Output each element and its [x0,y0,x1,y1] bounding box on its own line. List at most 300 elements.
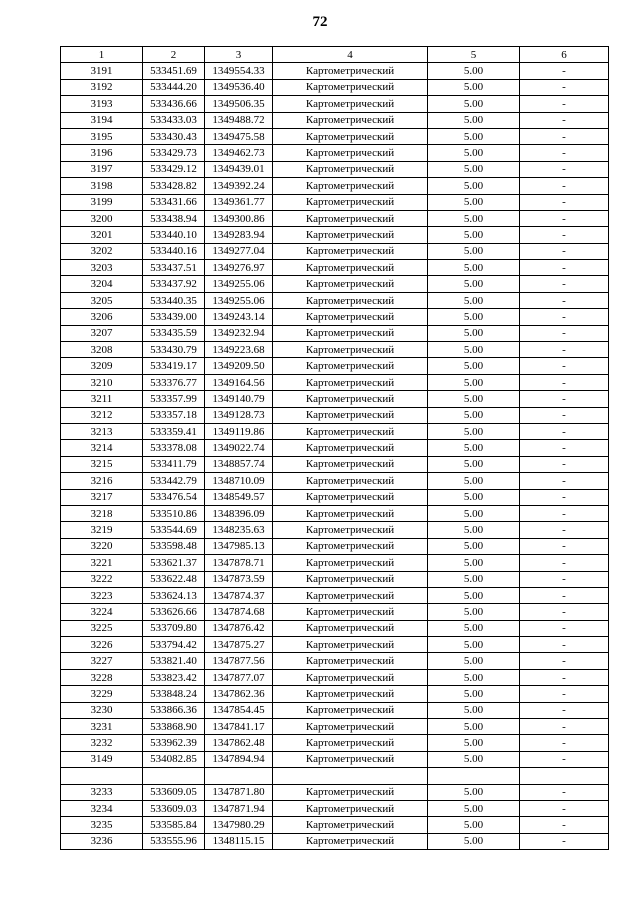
method-cell: Картометрический [273,407,428,423]
method-cell: Картометрический [273,391,428,407]
y-coordinate-cell: 1348549.57 [205,489,273,505]
table-row [61,686,609,702]
note-cell: - [520,292,609,308]
column-header: 4 [273,47,428,63]
accuracy-cell: 5.00 [428,637,520,653]
accuracy-cell: 5.00 [428,587,520,603]
method-cell: Картометрический [273,489,428,505]
table-body [61,63,609,850]
method-cell: Картометрический [273,538,428,554]
note-cell: - [520,653,609,669]
y-coordinate-cell: 1349554.33 [205,63,273,79]
point-number-cell: 3224 [61,604,143,620]
x-coordinate-cell: 533440.10 [143,227,205,243]
accuracy-cell: 5.00 [428,210,520,226]
accuracy-cell: 5.00 [428,276,520,292]
x-coordinate-cell: 533431.66 [143,194,205,210]
table-row [61,637,609,653]
method-cell: Картометрический [273,112,428,128]
method-cell: Картометрический [273,309,428,325]
x-coordinate-cell: 533411.79 [143,456,205,472]
point-number-cell: 3199 [61,194,143,210]
y-coordinate-cell: 1347877.07 [205,669,273,685]
table-row [61,587,609,603]
y-coordinate-cell: 1349022.74 [205,440,273,456]
point-number-cell: 3228 [61,669,143,685]
x-coordinate-cell: 533544.69 [143,522,205,538]
method-cell: Картометрический [273,555,428,571]
accuracy-cell: 5.00 [428,423,520,439]
note-cell: - [520,423,609,439]
x-coordinate-cell: 533433.03 [143,112,205,128]
point-number-cell: 3194 [61,112,143,128]
accuracy-cell: 5.00 [428,800,520,816]
x-coordinate-cell: 533962.39 [143,735,205,751]
y-coordinate-cell: 1347874.37 [205,587,273,603]
note-cell: - [520,817,609,833]
table-row [61,456,609,472]
accuracy-cell: 5.00 [428,79,520,95]
method-cell: Картометрический [273,227,428,243]
point-number-cell: 3221 [61,555,143,571]
point-number-cell: 3203 [61,260,143,276]
point-number-cell: 3213 [61,423,143,439]
x-coordinate-cell: 533709.80 [143,620,205,636]
point-number-cell: 3225 [61,620,143,636]
x-coordinate-cell: 533794.42 [143,637,205,653]
table-row [61,96,609,112]
y-coordinate-cell: 1348115.15 [205,833,273,849]
y-coordinate-cell: 1349128.73 [205,407,273,423]
point-number-cell [61,768,143,784]
y-coordinate-cell: 1349243.14 [205,309,273,325]
point-number-cell: 3197 [61,161,143,177]
point-number-cell: 3205 [61,292,143,308]
x-coordinate-cell: 533555.96 [143,833,205,849]
x-coordinate-cell: 533598.48 [143,538,205,554]
accuracy-cell: 5.00 [428,292,520,308]
point-number-cell: 3218 [61,505,143,521]
method-cell: Картометрический [273,178,428,194]
point-number-cell: 3149 [61,751,143,767]
note-cell: - [520,96,609,112]
point-number-cell: 3193 [61,96,143,112]
method-cell: Картометрический [273,637,428,653]
note-cell: - [520,719,609,735]
method-cell: Картометрический [273,719,428,735]
table-row [61,391,609,407]
point-number-cell: 3231 [61,719,143,735]
table-row [61,768,609,784]
method-cell: Картометрический [273,456,428,472]
method-cell: Картометрический [273,374,428,390]
note-cell: - [520,702,609,718]
table-row [61,260,609,276]
accuracy-cell: 5.00 [428,342,520,358]
method-cell: Картометрический [273,833,428,849]
note-cell: - [520,735,609,751]
accuracy-cell: 5.00 [428,440,520,456]
point-number-cell: 3217 [61,489,143,505]
accuracy-cell: 5.00 [428,243,520,259]
x-coordinate-cell: 533866.36 [143,702,205,718]
x-coordinate-cell: 534082.85 [143,751,205,767]
y-coordinate-cell: 1347862.48 [205,735,273,751]
x-coordinate-cell: 533442.79 [143,473,205,489]
x-coordinate-cell: 533437.51 [143,260,205,276]
note-cell: - [520,669,609,685]
note-cell: - [520,210,609,226]
method-cell: Картометрический [273,342,428,358]
accuracy-cell: 5.00 [428,702,520,718]
method-cell: Картометрический [273,473,428,489]
note-cell: - [520,79,609,95]
method-cell: Картометрический [273,358,428,374]
point-number-cell: 3192 [61,79,143,95]
point-number-cell: 3208 [61,342,143,358]
table-row [61,423,609,439]
column-header: 1 [61,47,143,63]
note-cell: - [520,833,609,849]
x-coordinate-cell: 533476.54 [143,489,205,505]
note-cell: - [520,243,609,259]
y-coordinate-cell: 1349164.56 [205,374,273,390]
table-row [61,555,609,571]
y-coordinate-cell: 1349361.77 [205,194,273,210]
y-coordinate-cell: 1347871.80 [205,784,273,800]
note-cell: - [520,800,609,816]
point-number-cell: 3198 [61,178,143,194]
x-coordinate-cell: 533848.24 [143,686,205,702]
method-cell: Картометрический [273,440,428,456]
note-cell: - [520,571,609,587]
note-cell: - [520,505,609,521]
x-coordinate-cell: 533444.20 [143,79,205,95]
table-row [61,833,609,849]
table-row [61,784,609,800]
method-cell: Картометрический [273,735,428,751]
table-row [61,309,609,325]
y-coordinate-cell: 1347894.94 [205,751,273,767]
y-coordinate-cell: 1349255.06 [205,276,273,292]
method-cell: Картометрический [273,653,428,669]
table-row [61,604,609,620]
table-row [61,178,609,194]
point-number-cell: 3223 [61,587,143,603]
x-coordinate-cell: 533823.42 [143,669,205,685]
note-cell: - [520,489,609,505]
x-coordinate-cell: 533376.77 [143,374,205,390]
point-number-cell: 3204 [61,276,143,292]
y-coordinate-cell: 1347980.29 [205,817,273,833]
point-number-cell: 3234 [61,800,143,816]
table-row [61,522,609,538]
x-coordinate-cell: 533429.12 [143,161,205,177]
method-cell: Картометрический [273,161,428,177]
column-header: 2 [143,47,205,63]
accuracy-cell: 5.00 [428,358,520,374]
point-number-cell: 3202 [61,243,143,259]
x-coordinate-cell: 533624.13 [143,587,205,603]
note-cell: - [520,637,609,653]
y-coordinate-cell: 1347873.59 [205,571,273,587]
point-number-cell: 3200 [61,210,143,226]
x-coordinate-cell: 533451.69 [143,63,205,79]
method-cell: Картометрический [273,292,428,308]
table-row [61,112,609,128]
table-row [61,374,609,390]
method-cell: Картометрический [273,260,428,276]
method-cell: Картометрический [273,751,428,767]
note-cell: - [520,194,609,210]
method-cell: Картометрический [273,587,428,603]
table-row [61,538,609,554]
x-coordinate-cell: 533359.41 [143,423,205,439]
x-coordinate-cell: 533435.59 [143,325,205,341]
table-row [61,292,609,308]
note-cell: - [520,309,609,325]
x-coordinate-cell: 533510.86 [143,505,205,521]
column-header: 3 [205,47,273,63]
y-coordinate-cell: 1349276.97 [205,260,273,276]
x-coordinate-cell: 533436.66 [143,96,205,112]
y-coordinate-cell: 1348396.09 [205,505,273,521]
y-coordinate-cell: 1347876.42 [205,620,273,636]
point-number-cell: 3232 [61,735,143,751]
table-row [61,145,609,161]
y-coordinate-cell: 1347874.68 [205,604,273,620]
y-coordinate-cell: 1348857.74 [205,456,273,472]
point-number-cell: 3219 [61,522,143,538]
y-coordinate-cell: 1349392.24 [205,178,273,194]
accuracy-cell: 5.00 [428,686,520,702]
note-cell: - [520,325,609,341]
table-row [61,210,609,226]
x-coordinate-cell: 533437.92 [143,276,205,292]
table-row [61,194,609,210]
accuracy-cell: 5.00 [428,325,520,341]
method-cell: Картометрический [273,702,428,718]
accuracy-cell: 5.00 [428,374,520,390]
accuracy-cell: 5.00 [428,178,520,194]
accuracy-cell: 5.00 [428,538,520,554]
accuracy-cell: 5.00 [428,505,520,521]
point-number-cell: 3233 [61,784,143,800]
y-coordinate-cell: 1349283.94 [205,227,273,243]
y-coordinate-cell: 1349119.86 [205,423,273,439]
x-coordinate-cell [143,768,205,784]
accuracy-cell: 5.00 [428,194,520,210]
method-cell: Картометрический [273,96,428,112]
table-row [61,505,609,521]
x-coordinate-cell: 533621.37 [143,555,205,571]
y-coordinate-cell: 1349209.50 [205,358,273,374]
x-coordinate-cell: 533429.73 [143,145,205,161]
note-cell: - [520,128,609,144]
method-cell: Картометрический [273,63,428,79]
x-coordinate-cell: 533609.05 [143,784,205,800]
accuracy-cell: 5.00 [428,620,520,636]
note-cell: - [520,63,609,79]
y-coordinate-cell: 1349232.94 [205,325,273,341]
y-coordinate-cell: 1349277.04 [205,243,273,259]
table-row [61,79,609,95]
point-number-cell: 3211 [61,391,143,407]
note-cell: - [520,276,609,292]
x-coordinate-cell: 533430.43 [143,128,205,144]
note-cell: - [520,587,609,603]
accuracy-cell: 5.00 [428,112,520,128]
y-coordinate-cell: 1349439.01 [205,161,273,177]
y-coordinate-cell: 1349223.68 [205,342,273,358]
point-number-cell: 3207 [61,325,143,341]
method-cell: Картометрический [273,620,428,636]
note-cell: - [520,473,609,489]
x-coordinate-cell: 533439.00 [143,309,205,325]
page-number: 72 [312,14,328,30]
table-row [61,800,609,816]
accuracy-cell: 5.00 [428,161,520,177]
x-coordinate-cell: 533440.16 [143,243,205,259]
y-coordinate-cell: 1349475.58 [205,128,273,144]
note-cell: - [520,178,609,194]
y-coordinate-cell: 1347877.56 [205,653,273,669]
table-row [61,161,609,177]
y-coordinate-cell: 1347985.13 [205,538,273,554]
table-row [61,571,609,587]
y-coordinate-cell: 1347875.27 [205,637,273,653]
table-row [61,669,609,685]
y-coordinate-cell: 1349488.72 [205,112,273,128]
table-row [61,342,609,358]
point-number-cell: 3209 [61,358,143,374]
x-coordinate-cell: 533430.79 [143,342,205,358]
method-cell: Картометрический [273,800,428,816]
y-coordinate-cell: 1347854.45 [205,702,273,718]
method-cell: Картометрический [273,817,428,833]
point-number-cell: 3230 [61,702,143,718]
x-coordinate-cell: 533609.03 [143,800,205,816]
y-coordinate-cell: 1349536.40 [205,79,273,95]
y-coordinate-cell: 1349506.35 [205,96,273,112]
table-row [61,243,609,259]
accuracy-cell: 5.00 [428,391,520,407]
point-number-cell: 3235 [61,817,143,833]
accuracy-cell: 5.00 [428,260,520,276]
note-cell: - [520,604,609,620]
point-number-cell: 3222 [61,571,143,587]
accuracy-cell: 5.00 [428,604,520,620]
accuracy-cell: 5.00 [428,309,520,325]
table-row [61,719,609,735]
note-cell: - [520,440,609,456]
accuracy-cell: 5.00 [428,63,520,79]
x-coordinate-cell: 533622.48 [143,571,205,587]
table-row [61,735,609,751]
table-row [61,489,609,505]
accuracy-cell: 5.00 [428,473,520,489]
x-coordinate-cell: 533357.18 [143,407,205,423]
x-coordinate-cell: 533821.40 [143,653,205,669]
method-cell: Картометрический [273,276,428,292]
method-cell: Картометрический [273,79,428,95]
x-coordinate-cell: 533419.17 [143,358,205,374]
y-coordinate-cell: 1347878.71 [205,555,273,571]
accuracy-cell: 5.00 [428,128,520,144]
point-number-cell: 3227 [61,653,143,669]
point-number-cell: 3226 [61,637,143,653]
x-coordinate-cell: 533428.82 [143,178,205,194]
note-cell: - [520,620,609,636]
note-cell [520,768,609,784]
point-number-cell: 3195 [61,128,143,144]
point-number-cell: 3220 [61,538,143,554]
accuracy-cell: 5.00 [428,833,520,849]
note-cell: - [520,751,609,767]
note-cell: - [520,784,609,800]
point-number-cell: 3214 [61,440,143,456]
x-coordinate-cell: 533378.08 [143,440,205,456]
accuracy-cell: 5.00 [428,669,520,685]
accuracy-cell: 5.00 [428,784,520,800]
point-number-cell: 3236 [61,833,143,849]
table-row [61,473,609,489]
table-row [61,63,609,79]
x-coordinate-cell: 533626.66 [143,604,205,620]
point-number-cell: 3216 [61,473,143,489]
column-header: 6 [520,47,609,63]
method-cell: Картометрический [273,145,428,161]
point-number-cell: 3210 [61,374,143,390]
table-row [61,128,609,144]
y-coordinate-cell: 1349300.86 [205,210,273,226]
table-row [61,620,609,636]
note-cell: - [520,522,609,538]
table-row [61,817,609,833]
note-cell: - [520,112,609,128]
method-cell: Картометрический [273,128,428,144]
x-coordinate-cell: 533438.94 [143,210,205,226]
point-number-cell: 3215 [61,456,143,472]
x-coordinate-cell: 533868.90 [143,719,205,735]
y-coordinate-cell: 1347862.36 [205,686,273,702]
note-cell: - [520,342,609,358]
method-cell: Картометрический [273,669,428,685]
note-cell: - [520,227,609,243]
accuracy-cell: 5.00 [428,735,520,751]
method-cell: Картометрический [273,505,428,521]
note-cell: - [520,161,609,177]
method-cell: Картометрический [273,423,428,439]
method-cell: Картометрический [273,325,428,341]
accuracy-cell: 5.00 [428,145,520,161]
accuracy-cell: 5.00 [428,407,520,423]
method-cell: Картометрический [273,210,428,226]
y-coordinate-cell: 1349462.73 [205,145,273,161]
column-header: 5 [428,47,520,63]
table-row [61,407,609,423]
y-coordinate-cell: 1349140.79 [205,391,273,407]
method-cell [273,768,428,784]
table-row [61,702,609,718]
point-number-cell: 3201 [61,227,143,243]
note-cell: - [520,374,609,390]
method-cell: Картометрический [273,686,428,702]
accuracy-cell: 5.00 [428,817,520,833]
point-number-cell: 3196 [61,145,143,161]
x-coordinate-cell: 533585.84 [143,817,205,833]
accuracy-cell: 5.00 [428,227,520,243]
